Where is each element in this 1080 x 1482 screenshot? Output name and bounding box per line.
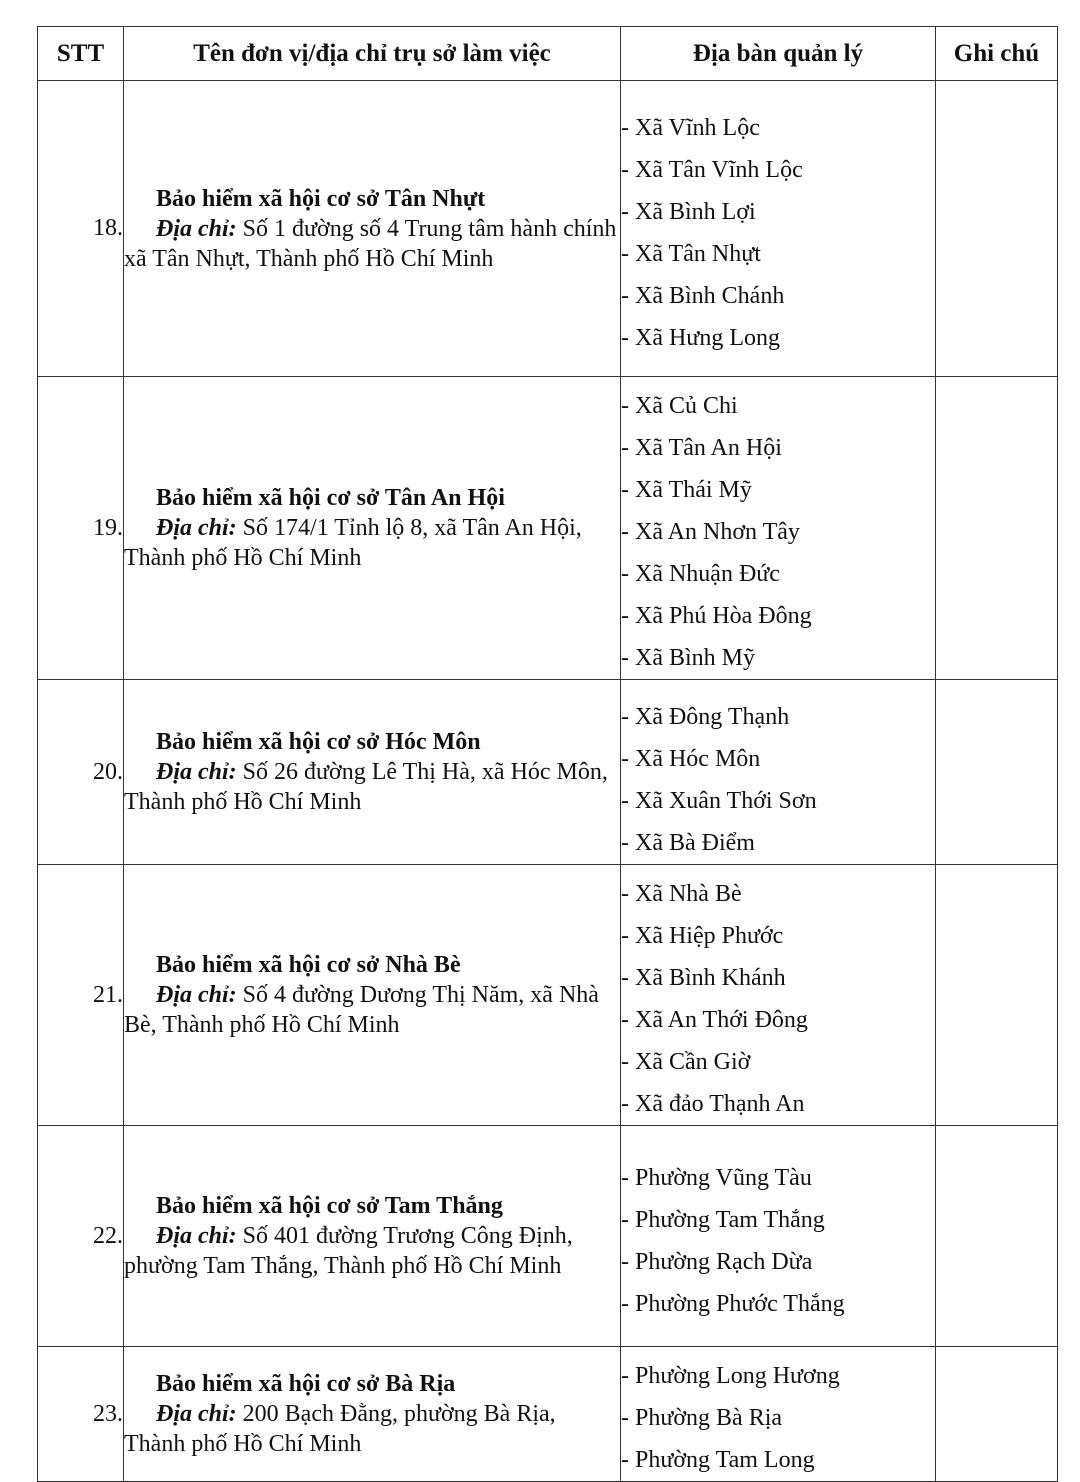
unit-name: Bảo hiểm xã hội cơ sở Tam Thắng <box>156 1193 503 1219</box>
area-item: - Xã Xuân Thới Sơn <box>621 788 817 814</box>
area-item: - Phường Bà Rịa <box>621 1405 783 1431</box>
row-note <box>936 680 1058 865</box>
table-header-row <box>38 27 1058 81</box>
address-label: Địa chỉ: <box>156 982 237 1008</box>
area-item: - Xã Tân Vĩnh Lộc <box>621 156 803 183</box>
header-area: Địa bàn quản lý <box>621 27 936 81</box>
area-item: - Xã Nhà Bè <box>621 881 742 907</box>
table-row <box>38 680 1058 865</box>
area-item: - Xã Bình Lợi <box>621 198 756 225</box>
unit-address <box>124 214 620 274</box>
address-text: Số 4 đường Dương Thị Năm, xã Nhà Bè, Thành phố Hồ Chí Minh <box>124 982 599 1038</box>
row-areas <box>621 680 936 865</box>
unit-name: Bảo hiểm xã hội cơ sở Tân An Hội <box>156 485 505 511</box>
row-unit <box>124 680 621 865</box>
row-stt: 23. <box>38 1347 124 1482</box>
area-item: - Phường Long Hương <box>621 1363 840 1389</box>
office-table <box>37 26 1058 1482</box>
address-label: Địa chỉ: <box>156 515 237 541</box>
area-item: - Xã đảo Thạnh An <box>621 1091 805 1117</box>
row-stt: 22. <box>38 1126 124 1347</box>
row-unit <box>124 1347 621 1482</box>
unit-name: Bảo hiểm xã hội cơ sở Nhà Bè <box>156 952 461 978</box>
row-note <box>936 377 1058 680</box>
unit-name: Bảo hiểm xã hội cơ sở Bà Rịa <box>156 1371 456 1397</box>
unit-address <box>124 980 620 1040</box>
row-areas <box>621 1347 936 1482</box>
area-item: - Phường Vũng Tàu <box>621 1165 812 1191</box>
row-unit <box>124 377 621 680</box>
table-row <box>38 81 1058 377</box>
area-item: - Xã Bà Điểm <box>621 830 755 856</box>
unit-address <box>124 513 620 573</box>
row-note <box>936 1126 1058 1347</box>
row-stt: 20. <box>38 680 124 865</box>
row-stt: 19. <box>38 377 124 680</box>
area-item: - Xã Tân An Hội <box>621 435 782 461</box>
address-text: 200 Bạch Đằng, phường Bà Rịa, Thành phố Hồ Chí Minh <box>124 1401 556 1457</box>
area-item: - Xã Tân Nhựt <box>621 240 761 267</box>
area-item: - Xã Bình Khánh <box>621 965 786 991</box>
area-item: - Xã Hóc Môn <box>621 746 761 772</box>
table-row <box>38 1126 1058 1347</box>
area-item: - Xã An Thới Đông <box>621 1007 808 1033</box>
row-areas <box>621 865 936 1126</box>
table-row <box>38 865 1058 1126</box>
table-row <box>38 377 1058 680</box>
table-row <box>38 1347 1058 1482</box>
area-item: - Xã Phú Hòa Đông <box>621 603 812 629</box>
address-label: Địa chỉ: <box>156 215 237 242</box>
area-item: - Xã Thái Mỹ <box>621 477 752 503</box>
header-unit: Tên đơn vị/địa chỉ trụ sở làm việc <box>124 27 621 81</box>
unit-name: Bảo hiểm xã hội cơ sở Tân Nhựt <box>156 185 486 212</box>
row-unit <box>124 81 621 377</box>
address-text: Số 174/1 Tỉnh lộ 8, xã Tân An Hội, Thành phố Hồ Chí Minh <box>124 515 582 571</box>
area-item: - Xã Nhuận Đức <box>621 561 780 587</box>
row-areas <box>621 377 936 680</box>
area-item: - Xã Cần Giờ <box>621 1049 751 1075</box>
header-note: Ghi chú <box>936 27 1058 81</box>
row-areas <box>621 81 936 377</box>
address-text: Số 1 đường số 4 Trung tâm hành chính xã Tân Nhựt, Thành phố Hồ Chí Minh <box>124 215 617 272</box>
area-item: - Xã Củ Chi <box>621 393 738 419</box>
area-item: - Xã Bình Mỹ <box>621 645 755 671</box>
row-note <box>936 1347 1058 1482</box>
area-item: - Phường Tam Thắng <box>621 1207 825 1233</box>
unit-name: Bảo hiểm xã hội cơ sở Hóc Môn <box>156 729 481 755</box>
row-note <box>936 81 1058 377</box>
area-item: - Xã Đông Thạnh <box>621 704 790 730</box>
row-areas <box>621 1126 936 1347</box>
row-stt: 21. <box>38 865 124 1126</box>
area-item: - Xã Hưng Long <box>621 324 780 351</box>
area-item: - Phường Rạch Dừa <box>621 1249 813 1275</box>
address-label: Địa chỉ: <box>156 1401 237 1427</box>
unit-address <box>124 1221 620 1281</box>
area-item: - Phường Tam Long <box>621 1447 815 1473</box>
row-stt: 18. <box>38 81 124 377</box>
area-item: - Xã An Nhơn Tây <box>621 519 800 545</box>
unit-address <box>124 757 620 817</box>
row-unit <box>124 865 621 1126</box>
area-item: - Xã Hiệp Phước <box>621 923 784 949</box>
address-label: Địa chỉ: <box>156 1223 237 1249</box>
address-label: Địa chỉ: <box>156 759 237 785</box>
row-note <box>936 865 1058 1126</box>
unit-address <box>124 1399 620 1459</box>
row-unit <box>124 1126 621 1347</box>
area-item: - Phường Phước Thắng <box>621 1291 845 1317</box>
address-text: Số 401 đường Trương Công Định, phường Tam Thắng, Thành phố Hồ Chí Minh <box>124 1223 573 1279</box>
address-text: Số 26 đường Lê Thị Hà, xã Hóc Môn, Thành phố Hồ Chí Minh <box>124 759 608 815</box>
area-item: - Xã Vĩnh Lộc <box>621 114 760 141</box>
area-item: - Xã Bình Chánh <box>621 282 785 309</box>
header-stt: STT <box>38 27 124 81</box>
